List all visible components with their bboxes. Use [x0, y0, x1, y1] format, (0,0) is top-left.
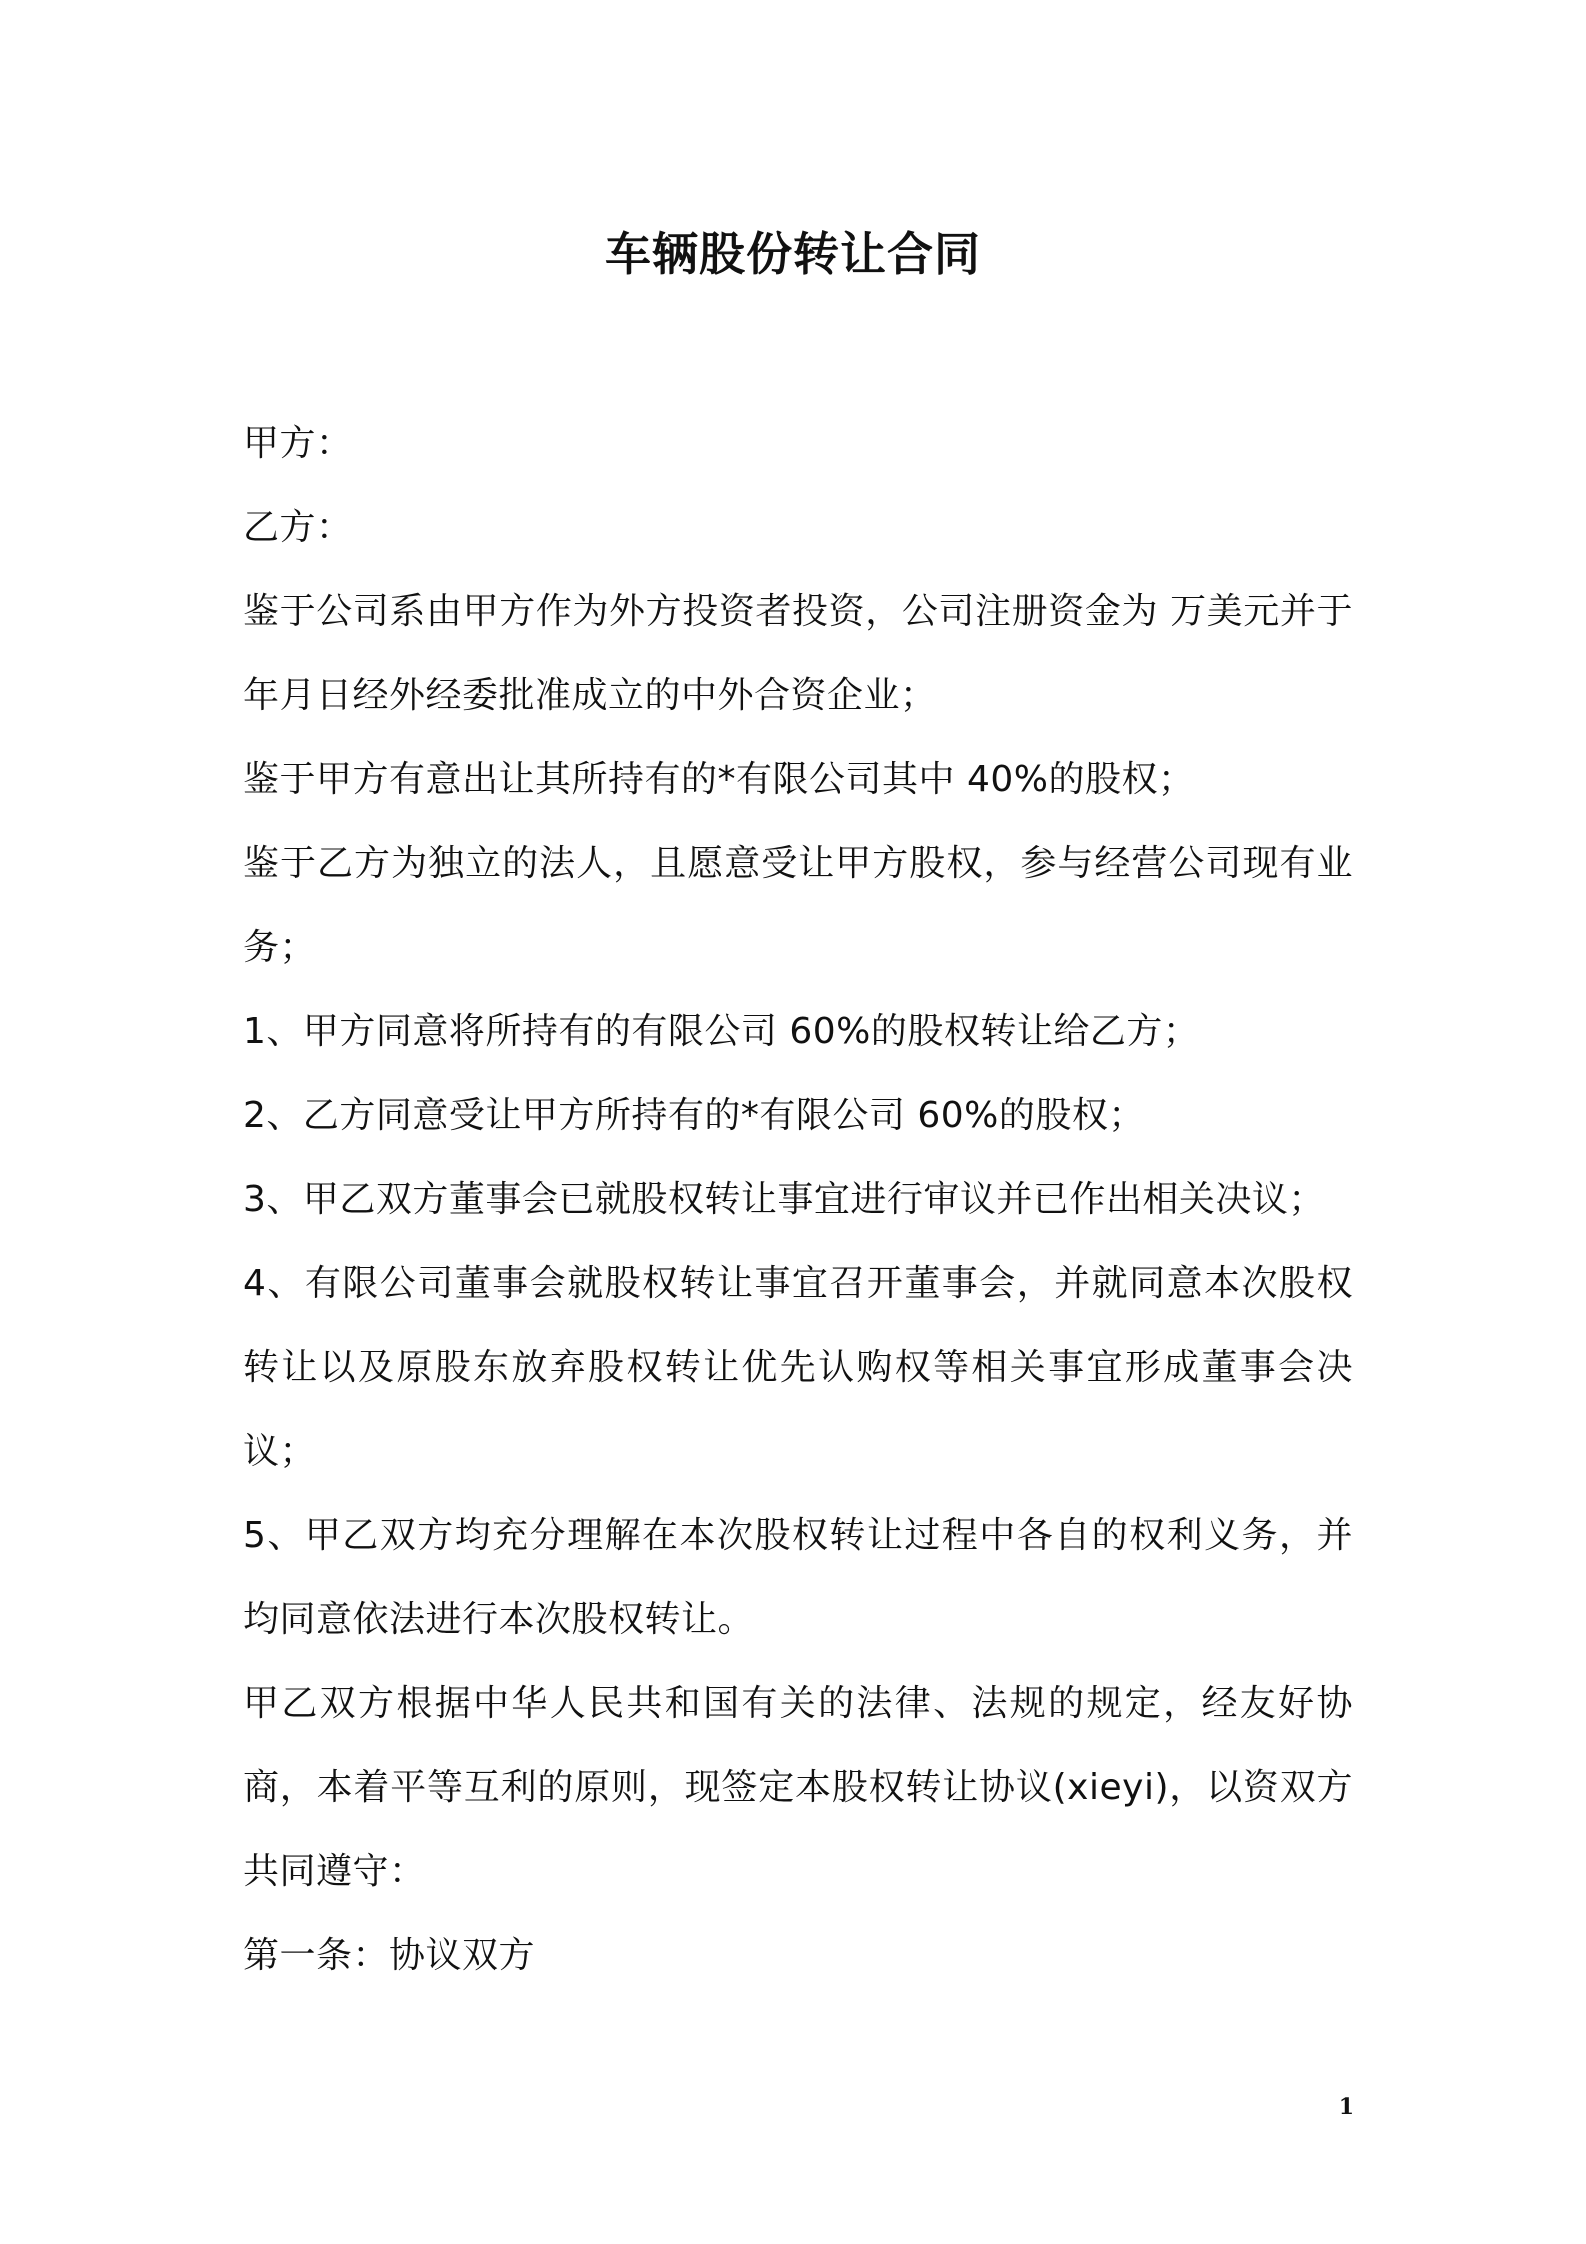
recital-paragraph: 鉴于公司系由甲方作为外方投资者投资，公司注册资金为 万美元并于年月日经外经委批准成立的中外合资企业； — [243, 591, 1353, 716]
page-number: 1 — [1338, 2094, 1354, 2120]
clause-paragraph: 4、有限公司董事会就股权转让事宜召开董事会，并就同意本次股权转让以及原股东放弃股权转让优先认购权等相关事宜形成董事会决议； — [243, 1263, 1353, 1472]
clause-paragraph: 5、甲乙双方均充分理解在本次股权转让过程中各自的权利义务，并均同意依法进行本次股权转让。 — [243, 1515, 1353, 1640]
article-heading: 第一条：协议双方 — [243, 1935, 536, 1976]
clause-paragraph: 1、甲方同意将所持有的有限公司 60%的股权转让给乙方； — [243, 1011, 1200, 1052]
recital-paragraph: 鉴于乙方为独立的法人，且愿意受让甲方股权，参与经营公司现有业务； — [243, 843, 1353, 968]
party-b-line: 乙方： — [243, 507, 353, 548]
recital-paragraph: 鉴于甲方有意出让其所持有的*有限公司其中 40%的股权； — [243, 759, 1195, 800]
document-title: 车辆股份转让合同 — [605, 227, 981, 281]
party-a-line: 甲方： — [243, 423, 353, 464]
clause-paragraph: 2、乙方同意受让甲方所持有的*有限公司 60%的股权； — [243, 1095, 1145, 1136]
document-body — [243, 402, 1353, 1998]
clause-paragraph: 3、甲乙双方董事会已就股权转让事宜进行审议并已作出相关决议； — [243, 1179, 1325, 1220]
agreement-paragraph: 甲乙双方根据中华人民共和国有关的法律、法规的规定，经友好协商，本着平等互利的原则，现签定本股权转让协议(xieyi)，以资双方共同遵守： — [243, 1683, 1353, 1892]
